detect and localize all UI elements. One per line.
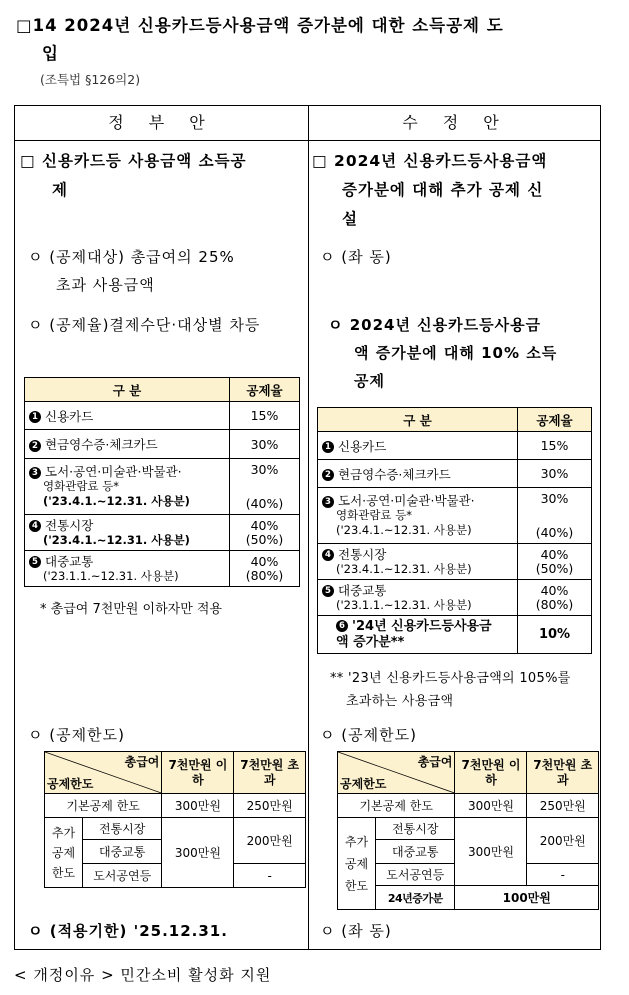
table-row [25,459,300,515]
document-title-line1: □14 2024년 신용카드등사용금액 증가분에 대한 소득공제 도 [16,16,504,35]
row-period: ('23.4.1.~12.31. 사용분) [336,523,472,537]
row-label: 도서·공연·미술관·박물관· [45,464,182,479]
rate-table-header-category: 구 분 [318,408,518,432]
basic-limit-over: 250만원 [234,794,306,818]
right-limit-table [337,751,599,910]
extra-limit-under: 300만원 [455,818,527,886]
row-label: 현금영수증·체크카드 [338,466,451,482]
limit-col-over-70m: 7천만원 초과 [527,752,599,794]
row-rate-period: (50%) [535,560,574,576]
extra-item-market: 전통시장 [376,818,455,840]
row-rate: 40% [540,582,569,598]
revision-reason: < 개정이유 > 민간소비 활성화 지원 [14,966,272,984]
left-expiry-line: ㅇ (적용기한) '25.12.31. [28,922,228,940]
limit-header-limit: 공제한도 [47,776,94,791]
row-rate: 15% [518,432,592,460]
circled-number: 5 [322,585,334,597]
extra-item-culture: 도서공연등 [376,864,455,886]
rate-table-header-category: 구 분 [25,378,230,402]
extra-limit-over: 200만원 [527,818,599,864]
row-rate-period: (50%) [245,531,284,547]
left-limit-table [44,751,306,888]
extra-limit-under: 300만원 [162,818,234,888]
left-heading-line2: 제 [52,181,68,199]
right-heading-line1: □ 2024년 신용카드등사용금액 [312,152,548,170]
table-row [25,551,300,587]
table-row [318,432,592,460]
limit-col-under-70m: 7천만원 이하 [455,752,527,794]
row-period: ('23.1.1.~12.31. 사용분) [43,568,179,583]
table-row [318,580,592,616]
right-rate-note-line2: 초과하는 사용금액 [346,694,454,709]
row-label: 현금영수증·체크카드 [45,437,158,452]
extra-item-culture: 도서공연등 [83,864,162,888]
right-rate-note-line1: ** '23년 신용카드등사용금액의 105%를 [330,671,571,686]
extra-limit-over: 200만원 [234,818,306,864]
left-rate-note: * 총급여 7천만원 이하자만 적용 [40,602,222,617]
row-period: ('23.4.1.~12.31. 사용분) [336,561,472,576]
row-rate-period: (80%) [245,567,284,583]
limit-header-income: 총급여 [124,754,160,769]
law-citation: (조특법 §126의2) [40,72,141,87]
limit-header-limit: 공제한도 [340,776,387,791]
row-rate-period: (40%) [535,524,574,540]
row-rate: 30% [540,490,569,506]
header-divider [15,140,600,141]
row-label: 신용카드 [45,408,94,424]
circled-number: 1 [322,441,334,453]
basic-limit-under: 300만원 [455,794,527,818]
row-rate-period: (80%) [535,596,574,612]
extra-item-transit: 대중교통 [376,840,455,864]
row-rate-period: (40%) [245,495,284,511]
circled-number: 4 [322,549,334,561]
rate-table-header-rate: 공제율 [518,408,592,432]
extra-item-2024-increase: 24년증가분 [376,886,455,910]
left-target-line1: ㅇ (공제대상) 총급여의 25% [28,248,235,266]
row-rate: 40% [250,517,279,533]
limit-col-over-70m: 7천만원 초과 [234,752,306,794]
extra-limit-label: 추가 공제 한도 [338,818,376,910]
limit-header-income: 총급여 [417,754,453,769]
basic-limit-label: 기본공제 한도 [45,794,162,818]
extra-item-transit: 대중교통 [83,840,162,864]
row-rate: 15% [230,402,300,430]
table-row [318,488,592,544]
table-row [25,402,300,430]
row-rate: 30% [518,460,592,488]
extra-limit-label: 추가 공제 한도 [45,818,83,888]
circled-number: 2 [322,469,334,481]
row-label: 전통시장 [45,517,94,533]
right-heading-line2: 증가분에 대해 추가 공제 신 [342,181,544,199]
row-period: ('23.4.1.~12.31. 사용분) [43,532,190,547]
limit-table-corner [45,752,162,794]
row-label: 전통시장 [338,546,387,562]
row-rate: 30% [250,461,279,477]
column-divider [308,106,309,949]
left-limit-line: ㅇ (공제한도) [28,726,125,744]
left-target-line2: 초과 사용금액 [56,276,155,294]
row-period: ('23.4.1.~12.31. 사용분) [43,494,190,508]
basic-limit-label: 기본공제 한도 [338,794,455,818]
row-label-cont: 영화관람료 등* [336,508,413,522]
left-heading-line1: □ 신용카드등 사용금액 소득공 [20,152,247,170]
table-row [25,515,300,551]
right-same-line1: ㅇ (좌 동) [320,248,392,266]
rate-table-header-rate: 공제율 [230,378,300,402]
circled-number: 3 [29,467,41,479]
column-header-amendment: 수 정 안 [402,113,509,132]
extra-item-market: 전통시장 [83,818,162,840]
row-rate: 40% [250,553,279,569]
extra-limit-2024-increase: 100만원 [455,886,599,910]
extra-limit-over-culture: - [234,864,306,888]
row-label: 대중교통 [45,553,94,569]
row-label-cont: 액 증가분** [336,634,405,650]
right-new-line2: 액 증가분에 대해 10% 소득 [354,344,558,362]
basic-limit-under: 300만원 [162,794,234,818]
row-label-cont: 영화관람료 등* [43,479,120,493]
right-new-line1: ㅇ 2024년 신용카드등사용금 [328,316,542,334]
row-label: 신용카드 [338,438,387,454]
column-header-government: 정 부 안 [108,113,215,132]
right-rate-table [317,407,592,654]
row-label: 도서·공연·미술관·박물관· [338,493,475,508]
table-row [318,544,592,580]
row-period: ('23.1.1.~12.31. 사용분) [336,597,472,612]
basic-limit-over: 250만원 [527,794,599,818]
circled-number: 1 [29,411,41,423]
right-new-line3: 공제 [354,372,385,390]
right-limit-line: ㅇ (공제한도) [320,726,417,744]
left-rate-line: ㅇ (공제율)결제수단·대상별 차등 [28,316,261,334]
limit-table-corner [338,752,455,794]
row-label: '24년 신용카드등사용금 [352,618,492,634]
left-rate-table [24,377,300,587]
circled-number: 5 [29,556,41,568]
row-rate: 40% [540,546,569,562]
table-row [318,616,592,654]
document-title-line2: 입 [42,44,59,63]
row-rate: 10% [518,616,592,654]
row-label: 대중교통 [338,582,387,598]
circled-number: 2 [29,440,41,452]
circled-number: 4 [29,520,41,532]
table-row [318,460,592,488]
row-rate: 30% [230,430,300,459]
circled-number: 3 [322,496,334,508]
right-same-line2: ㅇ (좌 동) [320,922,392,940]
table-row [25,430,300,459]
right-heading-line3: 설 [342,210,358,228]
limit-col-under-70m: 7천만원 이하 [162,752,234,794]
circled-number: 6 [336,620,348,632]
extra-limit-over-culture: - [527,864,599,886]
